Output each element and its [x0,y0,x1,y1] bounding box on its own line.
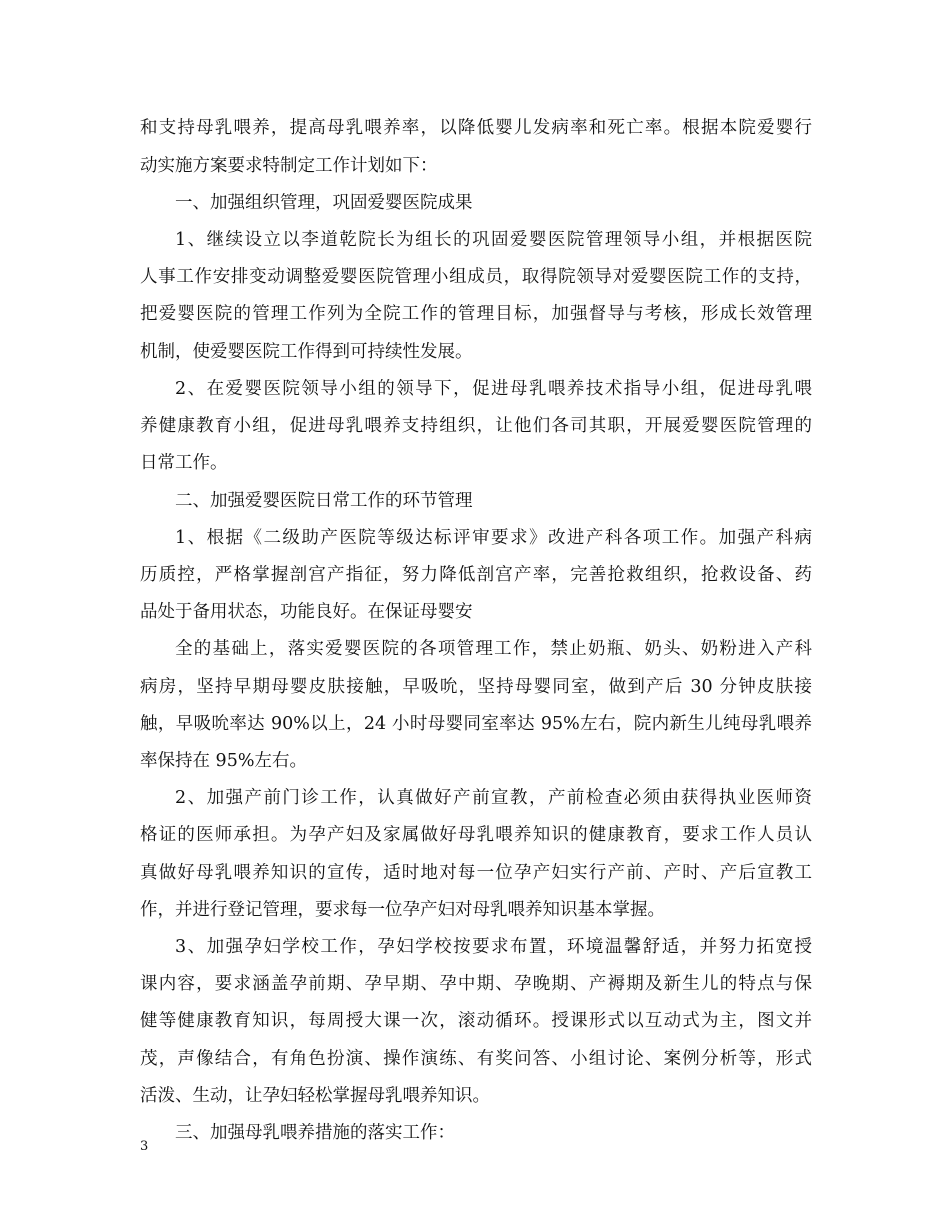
text-line: 把爱婴医院的管理工作列为全院工作的管理目标，加强督导与考核，形成长效管理 [140,304,812,324]
text-line: 真做好母乳喂养知识的宣传，适时地对每一位孕产妇实行产前、产时、产后宣教工 [140,863,812,883]
text-line: 茂，声像结合，有角色扮演、操作演练、有奖问答、小组讨论、案例分析等，形式 [140,1049,812,1069]
text-line: 活泼、生动，让孕妇轻松掌握母乳喂养知识。 [140,1086,490,1106]
text-line: 和支持母乳喂养，提高母乳喂养率，以降低婴儿发病率和死亡率。根据本院爱婴行 [140,118,812,138]
page-number: 3 [140,1139,149,1154]
text-line: 2、在爱婴医院领导小组的领导下，促进母乳喂养技术指导小组，促进母乳喂 [175,379,812,399]
text-line: 养健康教育小组，促进母乳喂养支持组织，让他们各司其职，开展爱婴医院管理的 [140,416,812,436]
text-line: 历质控，严格掌握剖宫产指征，努力降低剖宫产率，完善抢救组织，抢救设备、药 [140,565,812,585]
text-line: 3、加强孕妇学校工作，孕妇学校按要求布置，环境温馨舒适，并努力拓宽授 [175,937,812,957]
text-line: 人事工作安排变动调整爱婴医院管理小组成员，取得院领导对爱婴医院工作的支持， [140,267,812,287]
text-line: 病房，坚持早期母婴皮肤接触，早吸吮，坚持母婴同室，做到产后 30 分钟皮肤接 [140,677,812,697]
text-line: 日常工作。 [140,453,228,473]
text-line: 健等健康教育知识，每周授大课一次，滚动循环。授课形式以互动式为主，图文并 [140,1011,812,1031]
text-line: 率保持在 95%左右。 [140,751,307,771]
text-line: 课内容，要求涵盖孕前期、孕早期、孕中期、孕晚期、产褥期及新生儿的特点与保 [140,974,812,994]
section-heading: 一、加强组织管理，巩固爱婴医院成果 [175,193,473,213]
text-line: 触，早吸吮率达 90%以上，24 小时母婴同室率达 95%左右，院内新生儿纯母乳喂养 [140,714,812,734]
section-heading: 二、加强爱婴医院日常工作的环节管理 [175,491,473,511]
text-line: 全的基础上，落实爱婴医院的各项管理工作，禁止奶瓶、奶头、奶粉进入产科 [175,639,812,659]
section-heading: 三、加强母乳喂养措施的落实工作： [175,1123,455,1143]
text-line: 2、加强产前门诊工作，认真做好产前宣教，产前检查必须由获得执业医师资 [175,788,812,808]
text-line: 1、根据《二级助产医院等级达标评审要求》改进产科各项工作。加强产科病 [175,528,812,548]
text-line: 作，并进行登记管理，要求每一位孕产妇对母乳喂养知识基本掌握。 [140,900,665,920]
text-line: 格证的医师承担。为孕产妇及家属做好母乳喂养知识的健康教育，要求工作人员认 [140,825,812,845]
text-line: 机制，使爱婴医院工作得到可持续性发展。 [140,342,473,362]
text-line: 1、继续设立以李道乾院长为组长的巩固爱婴医院管理领导小组，并根据医院 [175,230,812,250]
text-line: 品处于备用状态，功能良好。在保证母婴安 [140,602,473,622]
text-line: 动实施方案要求特制定工作计划如下： [140,156,438,176]
